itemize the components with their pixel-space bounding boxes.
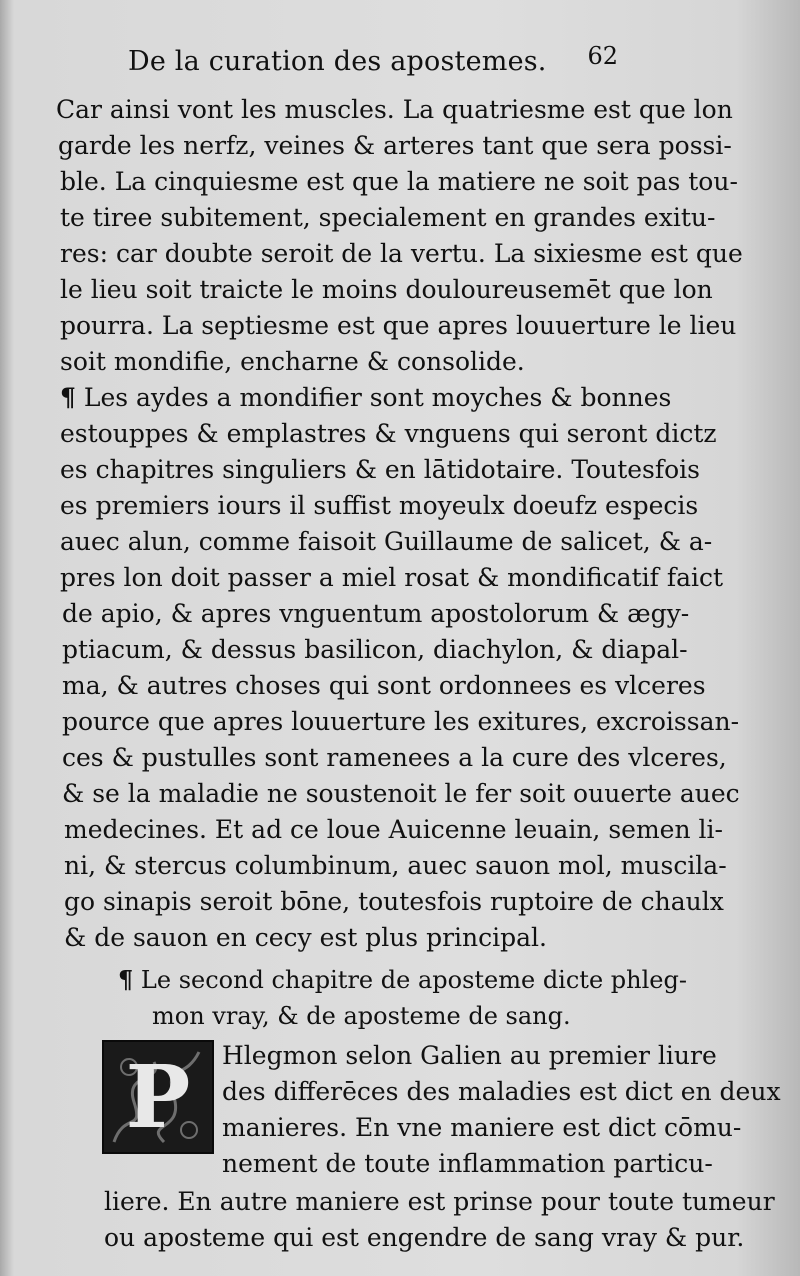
text-line: soit mondifie, encharne & consolide. — [60, 347, 525, 376]
paragraph-line — [60, 382, 671, 422]
paragraph-mark-icon: ¶ — [60, 383, 76, 412]
text-line: estouppes & emplastres & vnguens qui seront dictz — [60, 419, 717, 448]
text-line: Hlegmon selon Galien au premier liure — [222, 1041, 717, 1070]
page-header — [128, 42, 618, 86]
text-line: ni, & stercus columbinum, auec sauon mol, muscila- — [64, 851, 727, 880]
text-line: es premiers iours il suffist moyeulx doeufz especis — [60, 491, 699, 520]
text-line: nement de toute inflammation particu- — [222, 1149, 713, 1178]
text-line: Car ainsi vont les muscles. La quatriesme est que lon — [56, 95, 733, 124]
text-line: le lieu soit traicte le moins douloureusemēt que lon — [60, 275, 713, 304]
text-line: ces & pustulles sont ramenees a la cure des vlceres, — [62, 743, 727, 772]
running-head: De la curation des apostemes. — [128, 46, 547, 77]
text-line: ma, & autres choses qui sont ordonnees es vlceres — [62, 671, 706, 700]
text-line: garde les nerfz, veines & arteres tant que sera possi- — [58, 131, 732, 160]
text-line: ou aposteme qui est engendre de sang vray & pur. — [104, 1223, 745, 1252]
text-line: de apio, & apres vnguentum apostolorum & ægy- — [62, 599, 690, 628]
chapter-heading: mon vray, & de aposteme de sang. — [152, 1002, 571, 1030]
text-line: & de sauon en cecy est plus principal. — [64, 923, 547, 952]
chapter-heading-line — [118, 964, 687, 1004]
decorated-initial — [102, 1040, 214, 1154]
initial-letter: P — [125, 1046, 191, 1148]
chapter-heading: Le second chapitre de aposteme dicte phleg- — [140, 966, 687, 994]
text-line: go sinapis seroit bōne, toutesfois ruptoire de chaulx — [64, 887, 724, 916]
text-line: liere. En autre maniere est prinse pour toute tumeur — [104, 1187, 775, 1216]
text-line: pource que apres louuerture les exitures, excroissan- — [62, 707, 740, 736]
text-line: des differēces des maladies est dict en deux — [222, 1077, 781, 1106]
text-line: auec alun, comme faisoit Guillaume de salicet, & a- — [60, 527, 713, 556]
text-line: ptiacum, & dessus basilicon, diachylon, & diapal- — [62, 635, 688, 664]
text-line: & se la maladie ne soustenoit le fer soit ouuerte auec — [62, 779, 740, 808]
text-line: Les aydes a mondifier sont moyches & bonnes — [83, 383, 672, 412]
text-line: ble. La cinquiesme est que la matiere ne soit pas tou- — [60, 167, 738, 196]
text-line: es chapitres singuliers & en lātidotaire. Toutesfois — [60, 455, 701, 484]
text-line: te tiree subitement, specialement en grandes exitu- — [60, 203, 716, 232]
text-line: pres lon doit passer a miel rosat & mondificatif faict — [60, 563, 724, 592]
paragraph-mark-icon: ¶ — [118, 965, 134, 994]
text-line: manieres. En vne maniere est dict cōmu- — [222, 1113, 742, 1142]
text-line: medecines. Et ad ce loue Auicenne leuain, semen li- — [64, 815, 723, 844]
text-line: pourra. La septiesme est que apres louuerture le lieu — [60, 311, 737, 340]
text-line: res: car doubte seroit de la vertu. La sixiesme est que — [60, 239, 743, 268]
page-number: 62 — [587, 42, 618, 70]
